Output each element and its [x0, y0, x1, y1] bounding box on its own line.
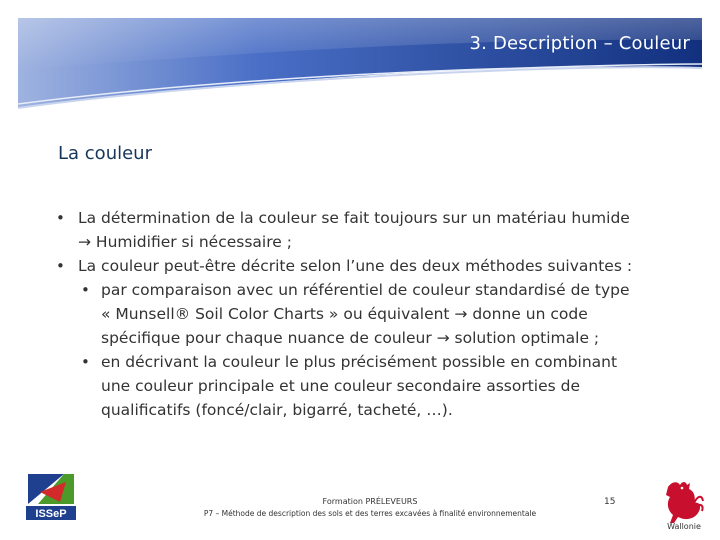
slide-title: 3. Description – Couleur	[469, 33, 690, 54]
sub-bullet-item-1	[54, 278, 694, 350]
page-number: 15	[604, 497, 616, 507]
bullet-marker: •	[56, 257, 65, 275]
sub-bullet-item-2	[54, 350, 694, 422]
bullet-text: → Humidifier si nécessaire ;	[78, 233, 292, 251]
bullet-list	[54, 206, 694, 422]
issep-logo	[26, 470, 76, 520]
bullet-text: « Munsell® Soil Color Charts » ou équivalent → donne un code	[101, 305, 588, 323]
section-subtitle: La couleur	[58, 143, 152, 164]
bullet-text: qualificatifs (foncé/clair, bigarré, tacheté, …).	[101, 401, 453, 419]
wallonie-label: Wallonie	[667, 522, 701, 531]
bullet-item-1	[54, 206, 694, 254]
issep-logo-text: ISSeP	[35, 508, 67, 520]
header-band	[0, 0, 720, 110]
bullet-text: La couleur peut-être décrite selon l’une des deux méthodes suivantes :	[78, 257, 633, 275]
bullet-text: en décrivant la couleur le plus précisément possible en combinant	[101, 353, 618, 371]
footer-subtitle: P7 – Méthode de description des sols et des terres excavées à finalité environnementale	[203, 509, 537, 518]
bullet-marker: •	[56, 209, 65, 227]
bullet-text: La détermination de la couleur se fait toujours sur un matériau humide	[78, 209, 630, 227]
bullet-item-2	[54, 254, 694, 278]
footer-course: Formation PRÉLEVEURS	[322, 497, 418, 506]
bullet-marker: •	[81, 281, 90, 299]
bullet-text: une couleur principale et une couleur secondaire assorties de	[101, 377, 581, 395]
bullet-marker: •	[81, 353, 90, 371]
bullet-text: spécifique pour chaque nuance de couleur → solution optimale ;	[101, 329, 600, 347]
bullet-text: par comparaison avec un référentiel de couleur standardisé de type	[101, 281, 630, 299]
